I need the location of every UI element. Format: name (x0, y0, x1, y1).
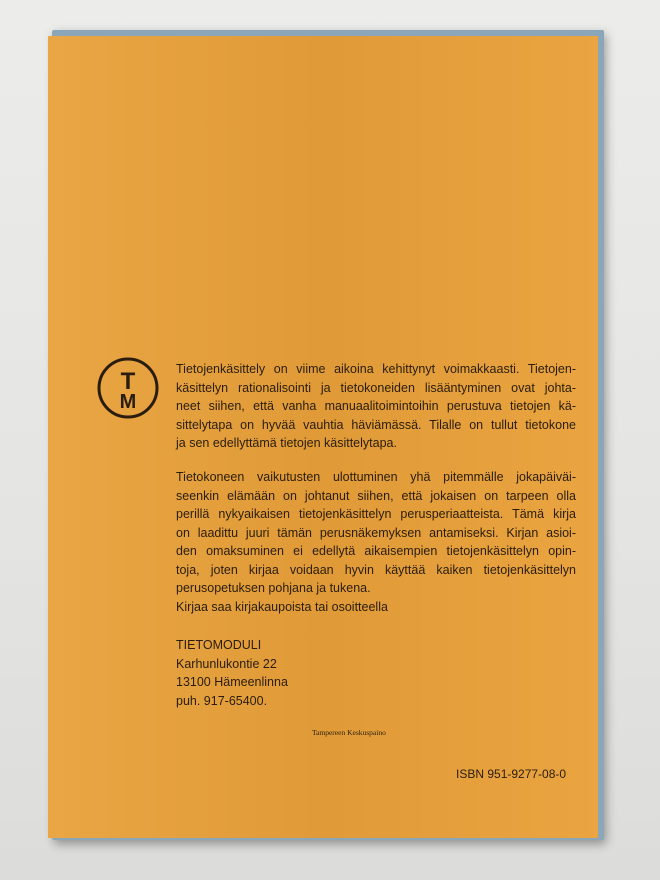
order-info: Kirjaa saa kirjakaupoista tai osoitteella (176, 600, 388, 614)
publisher-street: Karhunlukontie 22 (176, 656, 277, 671)
text-line: ja sen edellyttämä tietojen käsittelytapa. (176, 436, 397, 450)
publisher-address (176, 636, 288, 710)
text-line: den omaksuminen ei edellytä aikaisempien tietojenkäsittelyn opin- (176, 544, 576, 558)
text-line: Tietojenkäsittely on viime aikoina kehittynyt voimakkaasti. Tietojen- (176, 362, 576, 376)
logo-letter-t: T (120, 368, 136, 395)
text-line: seenkin elämään on johtanut siihen, että jokaisen on tarpeen olla (176, 488, 576, 503)
printer-credit: Tampereen Keskuspaino (312, 728, 386, 737)
description-paragraph-2 (176, 468, 576, 598)
publisher-name: TIETOMODULI (176, 638, 262, 652)
text-line: on laadittu juuri tämän perusnäkemyksen antamiseksi. Kirjan asioi- (176, 525, 576, 540)
isbn: ISBN 951-9277-08-0 (456, 767, 567, 781)
text-line: perusopetuksen pohjana ja tukena. (176, 581, 371, 595)
publisher-city: 13100 Hämeenlinna (176, 675, 288, 689)
text-line: toja, joten kirjaa voidaan hyvin käyttää kaiken tietojenkäsittelyn (176, 562, 576, 577)
text-line: Tietokoneen vaikutusten ulottuminen yhä pitemmälle jokapäiväi- (176, 470, 576, 484)
text-line: neet siihen, että vanha manuaalitoimintoihin perustuva tietojen kä- (176, 399, 576, 413)
text-line: sittelytapa on hyvää vauhtia häviämässä. Tilalle on tullut tietokone (176, 417, 576, 432)
logo-letter-m: M (119, 391, 137, 413)
text-line: käsittelyn rationalisointi ja tietokoneiden lisääntyminen ovat johta- (176, 380, 576, 395)
text-line: perillä nykyaikaisen tietojenkäsittelyn perusperiaatteista. Tämä kirja (176, 507, 576, 521)
description-paragraph-1 (176, 360, 576, 453)
publisher-logo (96, 356, 160, 420)
publisher-phone: puh. 917-65400. (176, 693, 268, 708)
